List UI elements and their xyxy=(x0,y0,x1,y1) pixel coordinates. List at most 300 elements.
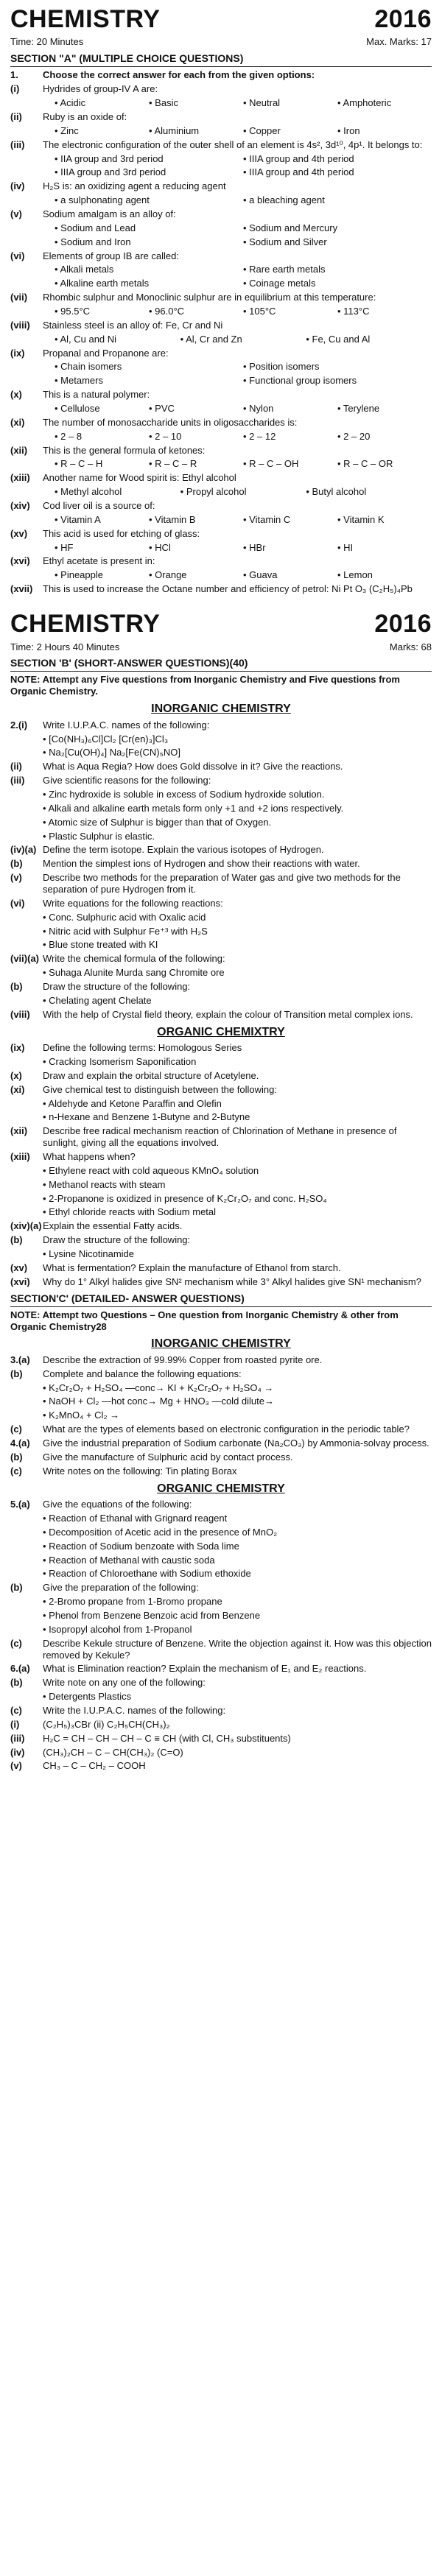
question-text: Mention the simplest ions of Hydrogen and show their reactions with water. xyxy=(43,858,360,870)
question-number: (c) xyxy=(10,1705,22,1717)
mcq-option: • IIIA group and 3rd period xyxy=(55,166,166,178)
question-text: Describe the extraction of 99.99% Copper from roasted pyrite ore. xyxy=(43,1354,323,1365)
mcq-item xyxy=(10,445,432,457)
mcq-option: • HF xyxy=(55,541,74,553)
question-text: What happens when? xyxy=(43,1151,136,1162)
mcq-option: • a bleaching agent xyxy=(243,194,325,206)
question-text: • Cracking Isomerism Saponification xyxy=(43,1055,197,1067)
question-text: Write equations for the following reactions: xyxy=(43,897,223,909)
mcq-stem: This is a natural polymer: xyxy=(43,389,150,401)
mcq-options xyxy=(10,306,432,317)
mcq-option: • Vitamin A xyxy=(55,513,101,525)
question-text: • K₂MnO₄ + Cl₂ → xyxy=(43,1410,120,1421)
mcq-option: • a sulphonating agent xyxy=(55,194,150,206)
mcq-options xyxy=(10,542,432,554)
question-number xyxy=(10,1596,43,1608)
question-text: • Na₂[Cu(OH)₄] Na₂[Fe(CN)₅NO] xyxy=(43,747,180,759)
question-text: • Nitric acid with Sulphur Fe⁺³ with H₂S xyxy=(43,925,208,937)
question-item xyxy=(10,939,432,951)
mcq-option: • Functional group isomers xyxy=(243,375,357,387)
question-text: • n-Hexane and Benzene 1-Butyne and 2-Butyne xyxy=(43,1111,250,1123)
mcq-option: • Neutral xyxy=(243,97,281,109)
question-number xyxy=(10,1098,43,1110)
year: 2016 xyxy=(374,610,432,638)
question-number xyxy=(10,1527,43,1538)
question-item xyxy=(10,1760,432,1772)
question-text: Write the I.U.P.A.C. names of the following: xyxy=(43,1705,226,1717)
mcq-item xyxy=(10,83,432,95)
mcq-options xyxy=(10,361,432,373)
question-text: Give scientific reasons for the following: xyxy=(43,775,211,786)
question-text: What are the types of elements based on electronic configuration in the periodic table? xyxy=(43,1424,410,1435)
question-item xyxy=(10,1555,432,1566)
question-item xyxy=(10,803,432,814)
question-text: Describe two methods for the preparation of Water gas and give two methods for the separation of pure Hydrogen from it. xyxy=(43,872,401,895)
question-text: CH₃ – C – CH₂ – COOH xyxy=(43,1760,146,1772)
question-text: • Blue stone treated with KI xyxy=(43,939,158,951)
question-item xyxy=(10,817,432,828)
question-item xyxy=(10,1733,432,1745)
mcq-option: • Rare earth metals xyxy=(243,264,326,275)
subject-title: CHEMISTRY xyxy=(10,5,161,33)
question-item xyxy=(10,1424,432,1435)
question-text: • Reaction of Methanal with caustic soda xyxy=(43,1554,215,1566)
question-item xyxy=(10,1663,432,1675)
question-item xyxy=(10,1125,432,1149)
mcq-option: • Alkali metals xyxy=(55,264,114,275)
question-text: Draw and explain the orbital structure of Acetylene. xyxy=(43,1069,259,1081)
question-number: (c) xyxy=(10,1465,22,1477)
mcq-option: • Coinage metals xyxy=(243,278,316,289)
mcq-item xyxy=(10,555,432,567)
time-marks-row xyxy=(10,641,432,653)
mcq-stem: This is used to increase the Octane number and efficiency of petrol: Ni Pt O₃ (C₂H₅)₄Pb xyxy=(43,583,413,595)
question-item xyxy=(10,1193,432,1205)
question-number: (xiv)(a) xyxy=(10,1220,42,1232)
mcq-item xyxy=(10,180,432,192)
question-number: (b) xyxy=(10,1451,23,1463)
question-text: • [Co(NH₃)₆Cl]Cl₂ [Cr(en)₃]Cl₃ xyxy=(43,733,169,745)
question-number xyxy=(10,995,43,1007)
question-text: With the help of Crystal field theory, explain the colour of Transition metal complex ions. xyxy=(43,1008,413,1020)
question-item xyxy=(10,1234,432,1246)
mcq-option: • HCl xyxy=(149,541,171,553)
organic-c-heading: ORGANIC CHEMISTRY xyxy=(157,1482,285,1495)
question-item xyxy=(10,1410,432,1421)
mcq-option: • 105°C xyxy=(243,306,276,317)
mcq-option: • 113°C xyxy=(337,306,370,317)
question-text: • Conc. Sulphuric acid with Oxalic acid xyxy=(43,911,206,923)
mcq-option: • Vitamin K xyxy=(337,513,385,525)
mcq-option: • Sodium and Iron xyxy=(55,236,131,247)
mcq-option: • 2 – 20 xyxy=(337,430,371,442)
mcq-stem: The electronic configuration of the outer shell of an element is 4s², 3d¹⁰, 4p¹. It belongs to: xyxy=(43,138,423,150)
question-number: (xvi) xyxy=(10,1275,30,1287)
question-number: (b) xyxy=(10,1368,23,1379)
mcq-option: • Metamers xyxy=(55,375,103,387)
paper-title-objective xyxy=(10,4,432,35)
question-item xyxy=(10,1610,432,1622)
question-text: • Detergents Plastics xyxy=(43,1691,132,1703)
mcq-options xyxy=(10,222,432,234)
mcq-option: • Lemon xyxy=(337,569,373,581)
mcq-option: • 95.5°C xyxy=(55,306,91,317)
mcq-option: • HBr xyxy=(243,541,266,553)
question-number xyxy=(10,1410,43,1421)
mcq-item xyxy=(10,528,432,540)
time-allowed: Time: 20 Minutes xyxy=(10,36,84,48)
question-number: 4.(a) xyxy=(10,1437,30,1449)
question-item xyxy=(10,1084,432,1096)
question-item xyxy=(10,1638,432,1661)
mcq-stem: Propanal and Propanone are: xyxy=(43,347,169,359)
mcq-option: • Position isomers xyxy=(243,361,320,373)
question-item xyxy=(10,1056,432,1068)
mcq-option: • Guava xyxy=(243,569,278,581)
question-item xyxy=(10,1111,432,1123)
question-number: (iv)(a) xyxy=(10,844,37,856)
mcq-option: • Cellulose xyxy=(55,403,100,415)
question-number: (iv) xyxy=(10,1746,25,1758)
question-number: (c) xyxy=(10,1637,22,1649)
question-item xyxy=(10,1009,432,1021)
question-number: (ix) xyxy=(10,1042,25,1054)
question-text: • Reaction of Chloroethane with Sodium ethoxide xyxy=(43,1568,251,1580)
question-item xyxy=(10,1747,432,1759)
mcq-item xyxy=(10,292,432,303)
section-a-heading: SECTION "A" (MULTIPLE CHOICE QUESTIONS) xyxy=(10,51,432,67)
question-text: Explain the essential Fatty acids. xyxy=(43,1220,183,1232)
question-item xyxy=(10,1368,432,1380)
question-item xyxy=(10,1396,432,1407)
question-text: Write I.U.P.A.C. names of the following: xyxy=(43,719,210,731)
question-number: (vi) xyxy=(10,897,25,909)
mcq-option: • Amphoteric xyxy=(337,97,392,109)
mcq-item xyxy=(10,320,432,331)
mcq-option: • 2 – 8 xyxy=(55,430,83,442)
question-item xyxy=(10,719,432,731)
question-item xyxy=(10,747,432,759)
mcq-option: • HI xyxy=(337,541,354,553)
question-item xyxy=(10,1437,432,1449)
mcq-option: • Sodium and Mercury xyxy=(243,222,338,233)
question-number: (xii) xyxy=(10,1125,28,1137)
mcq-number: (xv) xyxy=(10,527,28,539)
question-number: (iii) xyxy=(10,1732,25,1744)
section-b-heading: SECTION 'B' (SHORT-ANSWER QUESTIONS)(40) xyxy=(10,655,432,672)
year: 2016 xyxy=(374,5,432,33)
max-marks: Max. Marks: 17 xyxy=(366,36,432,48)
question-text: Define the following terms: Homologous Series xyxy=(43,1042,242,1054)
question-text: • Reaction of Ethanal with Grignard reagent xyxy=(43,1513,228,1524)
question-text: Give the preparation of the following: xyxy=(43,1582,199,1594)
mcq-option: • Nylon xyxy=(243,403,274,415)
mcq-list xyxy=(10,83,432,595)
mcq-option: • PVC xyxy=(149,403,175,415)
question-item xyxy=(10,1582,432,1594)
question-text: Give the manufacture of Sulphuric acid by contact process. xyxy=(43,1451,293,1463)
mcq-stem: Elements of group IB are called: xyxy=(43,250,179,261)
question-item xyxy=(10,1705,432,1717)
question-number: 3.(a) xyxy=(10,1354,30,1365)
question-text: What is fermentation? Explain the manufacture of Ethanol from starch. xyxy=(43,1261,341,1273)
mcq-option: • Aluminium xyxy=(149,124,200,136)
time-allowed: Time: 2 Hours 40 Minutes xyxy=(10,641,120,652)
question-number: (i) xyxy=(10,1718,20,1730)
question-item xyxy=(10,1179,432,1191)
question-item xyxy=(10,1624,432,1636)
question-number xyxy=(10,967,43,979)
mcq-option: • Sodium and Silver xyxy=(243,236,327,247)
question-text: H₂C = CH – CH – CH – C ≡ CH (with Cl, CH₃ substituents) xyxy=(43,1732,291,1744)
question-item xyxy=(10,1220,432,1232)
question-text: What is Aqua Regia? How does Gold dissolve in it? Give the reactions. xyxy=(43,761,343,773)
question-number xyxy=(10,1056,43,1068)
question-number xyxy=(10,1396,43,1407)
mcq-number: (xi) xyxy=(10,416,25,428)
organic-question-list xyxy=(10,1042,432,1287)
mcq-item xyxy=(10,583,432,595)
mcq-stem: This is the general formula of ketones: xyxy=(43,444,206,456)
subject-title: CHEMISTRY xyxy=(10,610,161,638)
inorganic-c-question-list xyxy=(10,1354,432,1477)
question-item xyxy=(10,1165,432,1177)
mcq-number: (xvii) xyxy=(10,583,33,595)
question-number xyxy=(10,1691,43,1703)
question-number: (vii)(a) xyxy=(10,953,39,965)
question-item xyxy=(10,1719,432,1731)
question-number: (b) xyxy=(10,981,23,993)
question-item xyxy=(10,1499,432,1510)
question-number: (ii) xyxy=(10,761,22,773)
question-item xyxy=(10,912,432,923)
question-item xyxy=(10,1151,432,1163)
time-marks-row xyxy=(10,36,432,48)
question-item xyxy=(10,1691,432,1703)
question-number: (b) xyxy=(10,1677,23,1689)
mcq-item xyxy=(10,389,432,401)
mcq-option: • IIIA group and 4th period xyxy=(243,166,354,178)
question-item xyxy=(10,1070,432,1082)
mcq-option: • Iron xyxy=(337,124,360,136)
mcq-option: • Sodium and Lead xyxy=(55,222,136,233)
question-item xyxy=(10,872,432,895)
question-text: (C₂H₅)₃CBr (ii) C₂H₅CH(CH₃)₂ xyxy=(43,1718,170,1730)
question-text: • Ethyl chloride reacts with Sodium metal xyxy=(43,1206,217,1218)
section-c-note: NOTE: Attempt two Questions – One question from Inorganic Chemistry & other from Organic Chemistry28 xyxy=(10,1309,399,1332)
question-number xyxy=(10,1513,43,1524)
question-item xyxy=(10,1568,432,1580)
mcq-options xyxy=(10,569,432,581)
question-item xyxy=(10,1527,432,1538)
mcq-stem: Ruby is an oxide of: xyxy=(43,110,127,122)
question-number: (v) xyxy=(10,1760,22,1772)
question-text: • Plastic Sulphur is elastic. xyxy=(43,830,155,842)
mcq-item xyxy=(10,111,432,123)
mcq-option: • Butyl alcohol xyxy=(306,486,367,498)
question-number xyxy=(10,1111,43,1123)
question-item xyxy=(10,1513,432,1524)
mcq-options xyxy=(10,236,432,248)
mcq-item xyxy=(10,348,432,359)
mcq-number: (x) xyxy=(10,389,22,401)
question-text: Give the equations of the following: xyxy=(43,1499,192,1510)
question-text: Draw the structure of the following: xyxy=(43,1234,191,1246)
question-text: Why do 1° Alkyl halides give SN² mechanism while 3° Alkyl halides give SN¹ mechanism? xyxy=(43,1275,421,1287)
mcq-options xyxy=(10,194,432,206)
question-text: (CH₃)₂CH – C – CH(CH₃)₂ (C=O) xyxy=(43,1746,183,1758)
mcq-options xyxy=(10,97,432,109)
mcq-options xyxy=(10,334,432,345)
question-number xyxy=(10,789,43,800)
mcq-options xyxy=(10,278,432,289)
question-number xyxy=(10,1610,43,1622)
mcq-options xyxy=(10,153,432,165)
question-number: (x) xyxy=(10,1069,22,1081)
mcq-options xyxy=(10,166,432,178)
inorganic-heading: INORGANIC CHEMISTRY xyxy=(151,703,291,716)
mcq-number: (xvi) xyxy=(10,555,30,567)
mcq-number: (v) xyxy=(10,208,22,219)
mcq-option: • Al, Cu and Ni xyxy=(55,333,117,345)
question-number xyxy=(10,1541,43,1552)
mcq-number: (xiii) xyxy=(10,472,30,484)
question-text: • NaOH + Cl₂ —hot conc→ Mg + HNO₃ —cold dilute→ xyxy=(43,1396,274,1407)
question-number: (b) xyxy=(10,858,23,870)
question-item xyxy=(10,1276,432,1288)
organic-heading: ORGANIC CHEMIXTRY xyxy=(157,1025,285,1038)
question-text: • Suhaga Alunite Murda sang Chromite ore xyxy=(43,967,225,979)
question-number: (viii) xyxy=(10,1008,30,1020)
question-number xyxy=(10,747,43,759)
question-number: 1. xyxy=(10,69,18,81)
mcq-option: • R – C – R xyxy=(149,458,197,470)
question-text: Give the industrial preparation of Sodium carbonate (Na₂CO₃) by Ammonia-solvay process. xyxy=(43,1437,429,1449)
question-item xyxy=(10,926,432,937)
question-number: (xi) xyxy=(10,1083,25,1095)
question-item xyxy=(10,967,432,979)
question-text: Describe Kekule structure of Benzene. Write the objection against it. How was this objection removed by Kekule? xyxy=(43,1637,432,1661)
question-text: • Aldehyde and Ketone Paraffin and Olefin xyxy=(43,1097,222,1109)
mcq-option: • R – C – OR xyxy=(337,458,393,470)
mcq-stem: Sodium amalgam is an alloy of: xyxy=(43,208,176,219)
question-item xyxy=(10,898,432,909)
question-item xyxy=(10,789,432,800)
mcq-option: • Methyl alcohol xyxy=(55,486,122,498)
mcq-option: • Orange xyxy=(149,569,187,581)
question-text: • Ethylene react with cold aqueous KMnO₄ solution xyxy=(43,1164,259,1176)
mcq-option: • IIIA group and 4th period xyxy=(243,152,354,164)
mcq-options xyxy=(10,458,432,470)
question-number xyxy=(10,1382,43,1394)
mcq-option: • Al, Cr and Zn xyxy=(180,333,242,345)
question-text: Write the chemical formula of the following: xyxy=(43,953,225,965)
question-item xyxy=(10,1541,432,1552)
mcq-stem: Rhombic sulphur and Monoclinic sulphur are in equilibrium at this temperature: xyxy=(43,292,376,303)
question-text: Write note on any one of the following: xyxy=(43,1677,206,1689)
question-item xyxy=(10,761,432,773)
question-number: 6.(a) xyxy=(10,1663,30,1675)
mcq-option: • Propyl alcohol xyxy=(180,486,247,498)
mcq-number: (xii) xyxy=(10,444,28,456)
question-number xyxy=(10,1193,43,1205)
question-item xyxy=(10,995,432,1007)
mcq-option: • IIA group and 3rd period xyxy=(55,152,164,164)
question-item xyxy=(10,1382,432,1394)
question-text: • Chelating agent Chelate xyxy=(43,994,152,1006)
question-item xyxy=(10,775,432,786)
question-item xyxy=(10,1098,432,1110)
question-number xyxy=(10,939,43,951)
mcq-number: (iii) xyxy=(10,138,25,150)
question-number xyxy=(10,1165,43,1177)
question-text: Write notes on the following: Tin plating Borax xyxy=(43,1465,237,1477)
mcq-number: (vii) xyxy=(10,292,28,303)
mcq-stem: Stainless steel is an alloy of: Fe, Cr and Ni xyxy=(43,319,223,331)
question-item xyxy=(10,1451,432,1463)
mcq-stem: This acid is used for etching of glass: xyxy=(43,527,200,539)
mcq-number: (i) xyxy=(10,83,20,95)
mcq-stem: Another name for Wood spirit is: Ethyl alcohol xyxy=(43,472,236,484)
mcq-number: (iv) xyxy=(10,180,25,192)
question-item xyxy=(10,733,432,745)
mcq-option: • Vitamin B xyxy=(149,513,196,525)
mcq-options xyxy=(10,264,432,275)
mcq-number: (viii) xyxy=(10,319,30,331)
question-number: (b) xyxy=(10,1582,23,1594)
question-item xyxy=(10,1596,432,1608)
inorganic-question-list xyxy=(10,719,432,1021)
question-number: (xiii) xyxy=(10,1151,30,1162)
mcq-item xyxy=(10,139,432,151)
mcq-options xyxy=(10,514,432,526)
mcq-option: • 2 – 12 xyxy=(243,430,276,442)
question-text: • Isopropyl alcohol from 1-Propanol xyxy=(43,1623,192,1635)
mcq-stem: The number of monosaccharide units in oligosaccharides is: xyxy=(43,416,298,428)
mcq-stem: Cod liver oil is a source of: xyxy=(43,500,155,512)
question-text: • Phenol from Benzene Benzoic acid from Benzene xyxy=(43,1610,261,1622)
mcq-option: • R – C – H xyxy=(55,458,103,470)
question-item xyxy=(10,858,432,870)
mcq-option: • 96.0°C xyxy=(149,306,185,317)
question-number xyxy=(10,1248,43,1260)
mcq-item xyxy=(10,472,432,484)
mcq-option: • Chain isomers xyxy=(55,361,122,373)
question-text: • Methanol reacts with steam xyxy=(43,1178,166,1190)
mcq-number: (xiv) xyxy=(10,500,30,512)
mcq-number: (ix) xyxy=(10,347,25,359)
mcq-stem: Hydrides of group-IV A are: xyxy=(43,83,158,95)
question-item xyxy=(10,1677,432,1689)
question-number xyxy=(10,831,43,842)
mcq-item xyxy=(10,250,432,262)
question-item xyxy=(10,1042,432,1054)
mcq-item xyxy=(10,500,432,512)
question-item xyxy=(10,953,432,965)
question-text: • Zinc hydroxide is soluble in excess of Sodium hydroxide solution. xyxy=(43,789,325,800)
question-item xyxy=(10,1206,432,1218)
question-number xyxy=(10,803,43,814)
question-number xyxy=(10,1206,43,1218)
mcq-option: • Acidic xyxy=(55,97,86,109)
question-number: (c) xyxy=(10,1424,22,1435)
question-number xyxy=(10,1179,43,1191)
question-text: Give chemical test to distinguish between the following: xyxy=(43,1083,277,1095)
question-text: • Atomic size of Sulphur is bigger than that of Oxygen. xyxy=(43,816,272,828)
mcq-options xyxy=(10,125,432,137)
question-item xyxy=(10,1262,432,1274)
mcq-option: • Copper xyxy=(243,124,281,136)
